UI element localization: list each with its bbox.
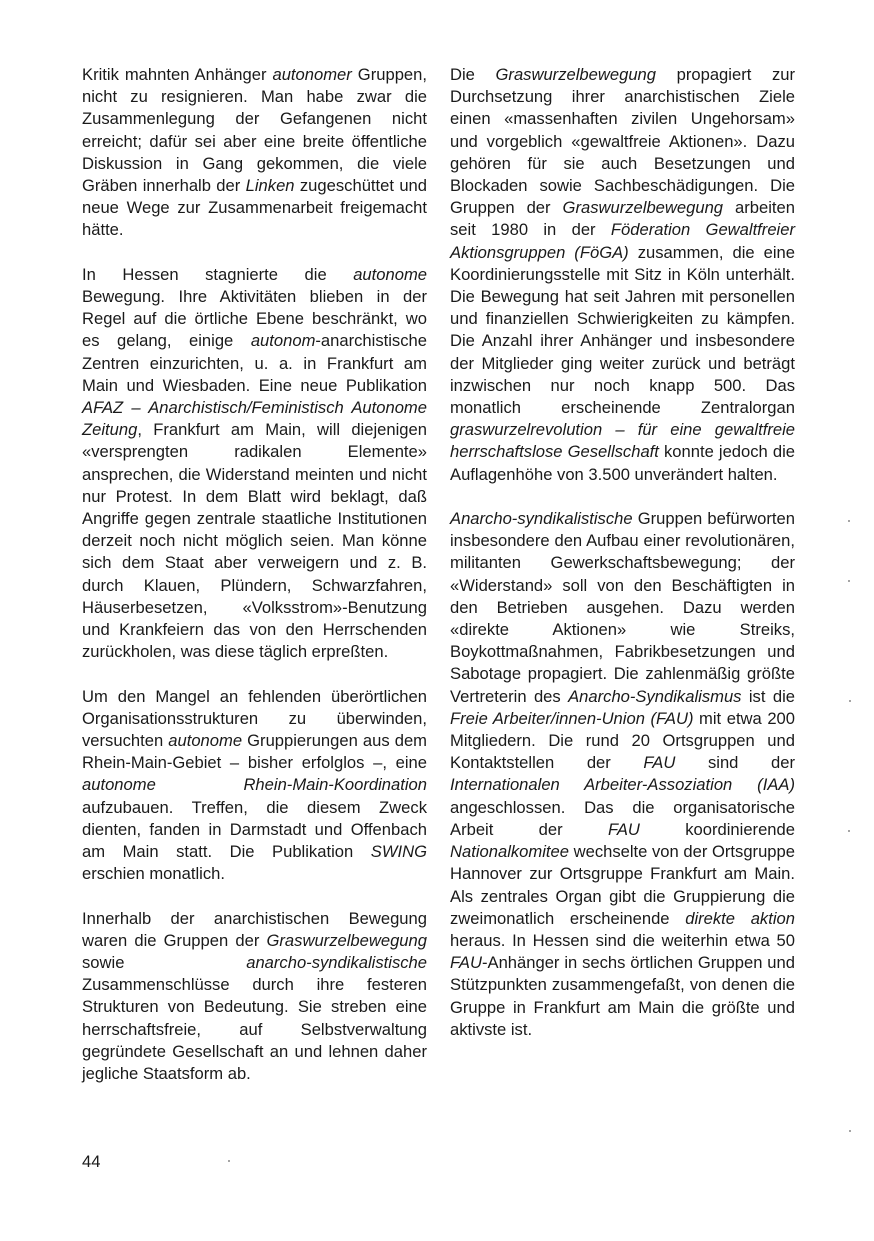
italic-run: AFAZ – Anarchistisch/Feministisch Autonome Zeitung xyxy=(82,398,427,440)
right-column xyxy=(450,64,795,1041)
italic-run: Linken xyxy=(245,176,295,196)
italic-run: Föderation Gewaltfreier Aktionsgruppen (FöGA) xyxy=(450,220,795,262)
text-run: Zusammenschlüsse durch ihre festeren Strukturen von Bedeutung. Sie streben eine herrschaftsfreie, auf Selbstverwaltung gegründete Gesellschaft an und lehnen daher jegliche Staatsform ab. xyxy=(82,975,427,1084)
italic-run: Freie Arbeiter/innen-Union (FAU) xyxy=(450,708,694,728)
text-run: aufzubauen. Treffen, die diesem Zweck dienten, fanden in Darmstadt und Offenbach am Main statt. Die Publikation xyxy=(82,797,427,862)
text-run: arbeiten seit 1980 in der xyxy=(450,198,796,240)
text-run: Bewegung. Ihre Aktivitäten blieben in der Regel auf die örtliche Ebene beschränkt, wo es gelang, einige xyxy=(82,287,427,351)
text-run: ist die xyxy=(741,686,795,706)
italic-run: Graswurzelbewegung xyxy=(495,65,657,84)
text-run: Kritik mahnten Anhänger xyxy=(82,65,273,84)
text-run: propagiert zur Durchsetzung ihrer anarchistischen Ziele einen «massenhaften zivilen Ungehorsam» und vorgeblich «gewaltfreie Aktionen». Dazu gehören für sie auch Besetzungen und Blockaden sowie Sachbeschädigungen. Die Gruppen der xyxy=(450,65,795,218)
italic-run: Anarcho-syndikalistische xyxy=(450,509,633,529)
paragraph xyxy=(82,908,427,1086)
text-run: -anarchistische Zentren einzurichten, u. a. in Frankfurt am Main und Wiesbaden. Eine neue Publikation xyxy=(82,331,427,395)
text-run: -Anhänger in sechs örtlichen Gruppen und Stützpunkten zusammengefaßt, von denen die Gruppe in Frankfurt am Main die größte und aktivste ist. xyxy=(450,953,795,1039)
text-run: Innerhalb der anarchistischen Bewegung waren die Gruppen der xyxy=(82,908,427,950)
paragraph xyxy=(450,64,795,486)
italic-run: FAU xyxy=(450,953,482,973)
italic-run: Anarcho-Syndikalismus xyxy=(568,686,742,706)
text-run: In Hessen stagnierte die xyxy=(82,264,354,284)
text-run: erschien monatlich. xyxy=(82,864,225,884)
text-run: mit etwa 200 Mitgliedern. Die rund 20 Ortsgruppen und Kontaktstellen der xyxy=(450,708,795,773)
text-run: sowie xyxy=(82,953,247,973)
text-run: zugeschüttet und neue Wege zur Zusammenarbeit freigemacht hätte. xyxy=(82,176,428,240)
paragraph xyxy=(82,64,427,242)
italic-run: autonome Rhein-Main-Koordination xyxy=(82,775,427,795)
scan-speck xyxy=(849,700,851,702)
italic-run: graswurzelrevolution – für eine gewaltfreie herrschaftslose Gesellschaft xyxy=(450,420,795,462)
scan-speck xyxy=(848,520,850,522)
italic-run: anarcho-syndikalistische xyxy=(246,953,427,973)
italic-run: Internationalen Arbeiter-Assoziation (IAA) xyxy=(450,775,795,795)
page-number: 44 xyxy=(82,1152,101,1171)
paragraph xyxy=(450,508,795,1041)
italic-run: autonom xyxy=(250,331,316,351)
text-run: sind der xyxy=(675,753,795,773)
italic-run: autonomer xyxy=(272,65,352,84)
text-run: Gruppierungen aus dem Rhein-Main-Gebiet – bisher erfolglos –, eine xyxy=(82,731,428,773)
text-run: , Frankfurt am Main, will diejenigen «versprengten radikalen Elemente» ansprechen, die Widerstand meinten und nicht nur Protest. In dem Blatt wird beklagt, daß Angriffe gegen zentrale staatliche Institutionen derzeit noch nicht möglich seien. Man könne sich dem Staat aber verweigern und z. B. durch Klauen, Plündern, Schwarzfahren, Häuserbesetzen, «Volksstrom»-Benutzung und Krankfeiern das von den Herrschenden zurückholen, was diese täglich erpreßten. xyxy=(82,420,427,662)
text-run: heraus. In Hessen sind die weiterhin etwa 50 xyxy=(450,930,795,950)
text-run: Um den Mangel an fehlenden überörtlichen Organisationsstrukturen zu überwinden, versuchten xyxy=(82,686,427,751)
text-run: wechselte von der Ortsgruppe Hannover zur Ortsgruppe Frankfurt am Main. Als zentrales Organ gibt die Gruppierung die zweimonatlich erscheinende xyxy=(450,842,795,928)
italic-run: direkte aktion xyxy=(685,908,795,928)
italic-run: Graswurzelbewegung xyxy=(562,198,724,218)
italic-run: SWING xyxy=(370,842,427,862)
scan-speck xyxy=(849,1130,851,1132)
text-run: Die xyxy=(450,65,496,84)
italic-run: Nationalkomitee xyxy=(450,842,569,862)
paragraph xyxy=(82,264,427,664)
text-run: konnte jedoch die Auflagenhöhe von 3.500 unverändert halten. xyxy=(450,442,795,484)
text-run: koordinierende xyxy=(639,819,795,839)
scan-speck xyxy=(848,830,850,832)
italic-run: FAU xyxy=(607,819,640,839)
left-column xyxy=(82,64,427,1085)
italic-run: Graswurzelbewegung xyxy=(266,930,427,950)
italic-run: autonome xyxy=(168,731,243,751)
scan-speck xyxy=(848,580,850,582)
text-run: Gruppen befürworten insbesondere den Aufbau einer revolutionären, militanten Gewerkschaftsbewegung; der «Widerstand» soll von den Beschäftigten in den Betrieben ausgehen. Dazu werden «direkte Aktionen» wie Streiks, Boykottmaßnahmen, Fabrikbesetzungen und Sabotage propagiert. Die zahlenmäßig größte Vertreterin des xyxy=(450,509,795,706)
text-run: angeschlossen. Das die organisatorische Arbeit der xyxy=(450,797,795,839)
scan-speck xyxy=(228,1160,230,1162)
paragraph xyxy=(82,686,427,886)
italic-run: FAU xyxy=(643,753,676,773)
italic-run: autonome xyxy=(353,264,427,284)
text-run: Gruppen, nicht zu resignieren. Man habe zwar die Zusammenlegung der Gefangenen nicht erreicht; dafür sei aber eine breite öffentliche Diskussion in Gang gekommen, die viele Gräben innerhalb der xyxy=(82,65,427,196)
text-run: zusammen, die eine Koordinierungsstelle mit Sitz in Köln unterhält. Die Bewegung hat seit Jahren mit personellen und finanziellen Schwierigkeiten zu kämpfen. Die Anzahl ihrer Anhänger und insbesondere der Mitglieder ging weiter zurück und beträgt inzwischen nur noch knapp 500. Das monatlich erscheinende Zentralorgan xyxy=(450,242,795,418)
